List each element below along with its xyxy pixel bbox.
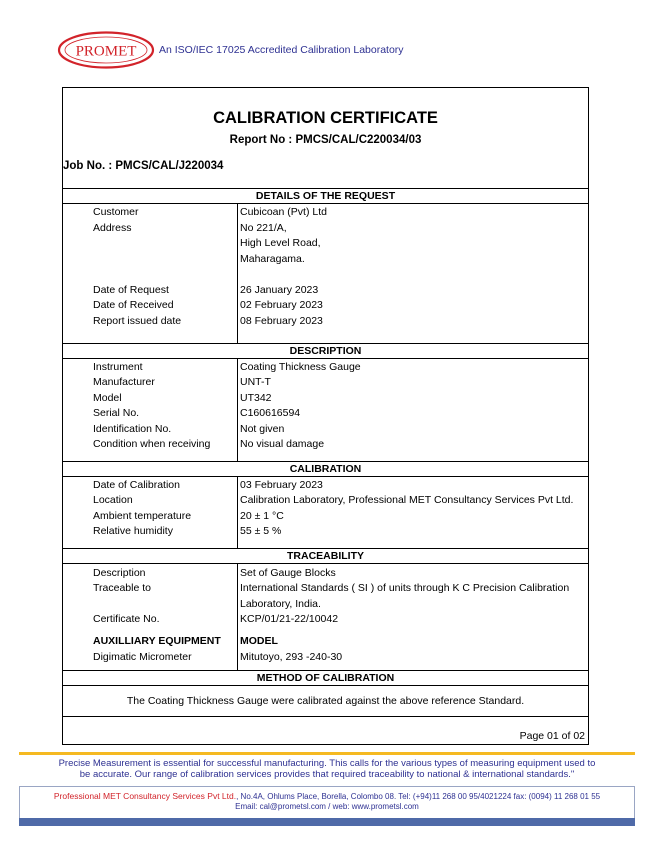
- divider: [63, 563, 588, 564]
- certificate-no-value: KCP/01/21-22/10042: [240, 613, 339, 625]
- promet-logo: [57, 31, 155, 69]
- calibration-date-value: 03 February 2023: [240, 479, 323, 491]
- section-heading-description: DESCRIPTION: [289, 345, 362, 357]
- contact-email-web: Email: cal@prometsl.com / web: www.prometsl.com: [235, 802, 419, 811]
- condition-value: No visual damage: [240, 438, 325, 450]
- date-request-value: 26 January 2023: [240, 284, 319, 296]
- divider: [63, 203, 588, 204]
- condition-label: Condition when receiving: [93, 438, 211, 450]
- divider: [63, 716, 588, 717]
- address-line: Maharagama.: [240, 253, 305, 265]
- relative-humidity-label: Relative humidity: [93, 525, 173, 537]
- date-request-label: Date of Request: [93, 284, 169, 296]
- instrument-label: Instrument: [93, 361, 143, 373]
- model-label: Model: [93, 392, 122, 404]
- certificate-no-label: Certificate No.: [93, 613, 160, 625]
- customer-label: Customer: [93, 206, 139, 218]
- divider: [63, 685, 588, 686]
- column-divider: [237, 359, 238, 461]
- serial-value: C160616594: [240, 407, 301, 419]
- ambient-temperature-value: 20 ± 1 °C: [240, 510, 284, 522]
- address-telephone: , No.4A, Ohlums Place, Borella, Colombo 08. Tel: (+94)11 268 00 95/4021224 fax: (0094) 11 268 01 55: [236, 792, 601, 801]
- traceable-to-line: Laboratory, India.: [240, 598, 321, 610]
- footer-accent-bar: [19, 752, 635, 755]
- page-number: Page 01 of 02: [519, 730, 585, 742]
- certificate-title: CALIBRATION CERTIFICATE: [213, 109, 438, 127]
- relative-humidity-value: 55 ± 5 %: [240, 525, 282, 537]
- job-number: Job No. : PMCS/CAL/J220034: [63, 160, 224, 172]
- section-heading-traceability: TRACEABILITY: [287, 550, 364, 562]
- traceability-description-label: Description: [93, 567, 146, 579]
- section-heading-method: METHOD OF CALIBRATION: [256, 672, 395, 684]
- footer-bottom-bar: [19, 818, 635, 826]
- date-received-value: 02 February 2023: [240, 299, 323, 311]
- model-value: UT342: [240, 392, 272, 404]
- logo-text: PROMET: [75, 43, 137, 60]
- address-line: High Level Road,: [240, 237, 321, 249]
- location-label: Location: [93, 494, 133, 506]
- section-heading-request: DETAILS OF THE REQUEST: [255, 190, 396, 202]
- calibration-date-label: Date of Calibration: [93, 479, 180, 491]
- instrument-value: Coating Thickness Gauge: [240, 361, 361, 373]
- accreditation-tagline: An ISO/IEC 17025 Accredited Calibration Laboratory: [159, 44, 404, 56]
- column-divider: [237, 204, 238, 343]
- address-line: No 221/A,: [240, 222, 287, 234]
- footer: [19, 752, 635, 826]
- address-label: Address: [93, 222, 132, 234]
- certificate-box: [62, 87, 589, 745]
- column-divider: [237, 564, 238, 670]
- divider: [63, 358, 588, 359]
- footer-note-line: Precise Measurement is essential for successful manufacturing. This calls for the various types of measuring equipment used to: [58, 758, 596, 769]
- date-received-label: Date of Received: [93, 299, 174, 311]
- serial-label: Serial No.: [93, 407, 140, 419]
- section-heading-calibration: CALIBRATION: [289, 463, 362, 475]
- customer-value: Cubicoan (Pvt) Ltd: [240, 206, 327, 218]
- auxiliary-item-label: Digimatic Micrometer: [93, 651, 192, 663]
- footer-note-line: be accurate. Our range of calibration services provides that required traceability to national & international standards.": [79, 769, 575, 780]
- traceable-to-line: International Standards ( SI ) of units through K C Precision Calibration: [240, 582, 570, 594]
- report-issued-value: 08 February 2023: [240, 315, 323, 327]
- traceable-to-label: Traceable to: [93, 582, 151, 594]
- ambient-temperature-label: Ambient temperature: [93, 510, 192, 522]
- report-number: Report No : PMCS/CAL/C220034/03: [229, 134, 422, 146]
- auxiliary-item-value: Mitutoyo, 293 -240-30: [240, 651, 343, 663]
- manufacturer-value: UNT-T: [240, 376, 271, 388]
- footer-note: [19, 758, 635, 780]
- method-text: The Coating Thickness Gauge were calibrated against the above reference Standard.: [126, 695, 525, 707]
- auxiliary-model-label: MODEL: [240, 635, 278, 647]
- location-value: Calibration Laboratory, Professional MET Consultancy Services Pvt Ltd.: [240, 494, 574, 506]
- identification-value: Not given: [240, 423, 285, 435]
- contact-address: [20, 791, 634, 801]
- auxiliary-equipment-label: AUXILLIARY EQUIPMENT: [93, 635, 221, 647]
- traceability-description-value: Set of Gauge Blocks: [240, 567, 336, 579]
- divider: [63, 476, 588, 477]
- report-issued-label: Report issued date: [93, 315, 182, 327]
- contact-box: [19, 786, 635, 821]
- identification-label: Identification No.: [93, 423, 172, 435]
- column-divider: [237, 477, 238, 548]
- company-name: Professional MET Consultancy Services Pvt Ltd.: [53, 791, 237, 801]
- manufacturer-label: Manufacturer: [93, 376, 155, 388]
